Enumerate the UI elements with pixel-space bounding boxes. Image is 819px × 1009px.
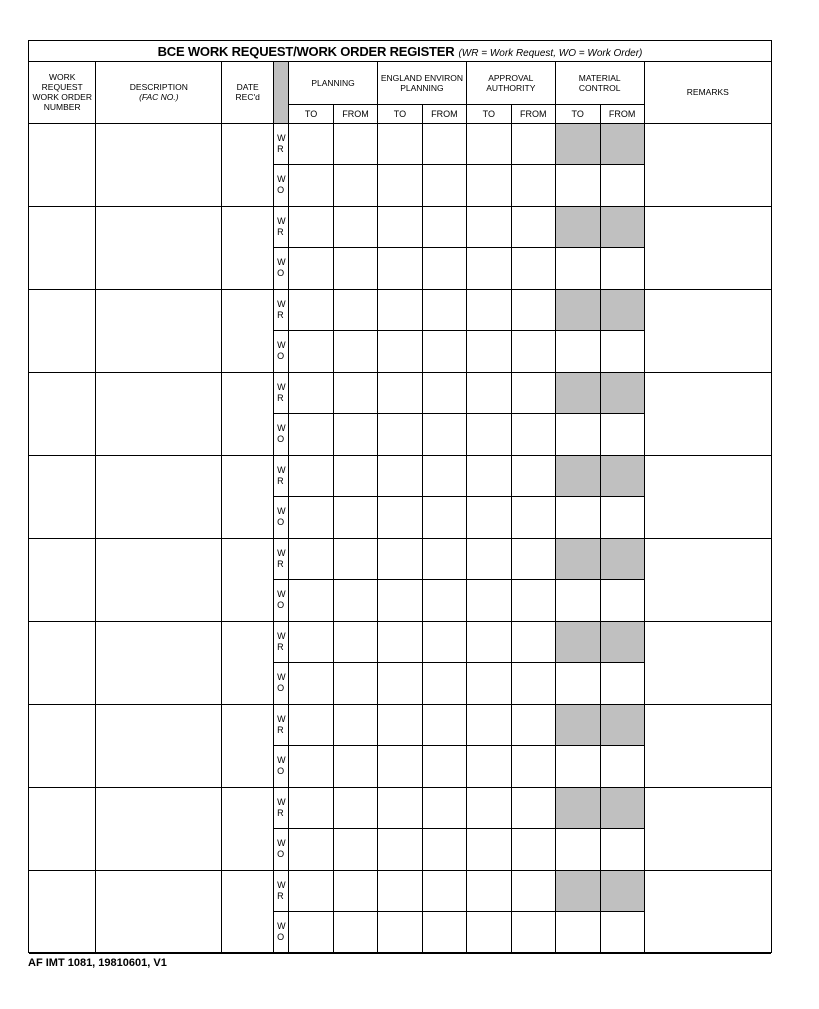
wo-approval-to-field[interactable] <box>466 414 511 456</box>
wr-material-from-field <box>600 123 644 165</box>
wo-environ-from-field[interactable] <box>422 497 466 539</box>
wo-material-to-field[interactable] <box>555 331 600 373</box>
number-field[interactable] <box>29 372 96 455</box>
wr-approval-to-field[interactable] <box>466 289 511 331</box>
wo-environ-from-field[interactable] <box>422 414 466 456</box>
material-from-header: FROM <box>600 104 644 123</box>
remarks-field[interactable] <box>644 455 771 538</box>
wr-environ-to-field[interactable] <box>378 787 423 829</box>
wo-environ-to-field[interactable] <box>378 165 423 207</box>
wr-approval-from-field[interactable] <box>511 704 555 746</box>
description-field[interactable] <box>96 455 222 538</box>
wo-material-to-field[interactable] <box>555 580 600 622</box>
description-field[interactable] <box>96 704 222 787</box>
wo-planning-to-field[interactable] <box>289 414 334 456</box>
description-field[interactable] <box>96 372 222 455</box>
wr-planning-to-field[interactable] <box>289 289 334 331</box>
wr-environ-from-field[interactable] <box>422 123 466 165</box>
table-row <box>29 870 771 912</box>
wo-code-label: W O <box>274 331 289 373</box>
wr-planning-to-field[interactable] <box>289 870 334 912</box>
wo-planning-to-field[interactable] <box>289 580 334 622</box>
wr-planning-from-field[interactable] <box>334 289 378 331</box>
wo-environ-to-field[interactable] <box>378 331 423 373</box>
wo-approval-to-field[interactable] <box>466 746 511 788</box>
wo-planning-from-field[interactable] <box>334 497 378 539</box>
number-field[interactable] <box>29 289 96 372</box>
table-row <box>29 455 771 497</box>
wo-material-from-field[interactable] <box>600 248 644 290</box>
wr-environ-to-field[interactable] <box>378 372 423 414</box>
material-to-header: TO <box>555 104 600 123</box>
wo-material-from-field[interactable] <box>600 497 644 539</box>
wr-environ-to-field[interactable] <box>378 289 423 331</box>
work-order-register-form <box>28 40 772 953</box>
wo-material-from-field[interactable] <box>600 746 644 788</box>
wr-approval-from-field[interactable] <box>511 787 555 829</box>
wo-environ-from-field[interactable] <box>422 746 466 788</box>
wr-approval-from-field[interactable] <box>511 372 555 414</box>
description-field[interactable] <box>96 289 222 372</box>
wr-environ-from-field[interactable] <box>422 455 466 497</box>
wr-environ-from-field[interactable] <box>422 704 466 746</box>
wr-material-from-field <box>600 455 644 497</box>
wo-environ-to-field[interactable] <box>378 497 423 539</box>
wr-material-from-field <box>600 621 644 663</box>
wr-code-label: W R <box>274 455 289 497</box>
wo-approval-to-field[interactable] <box>466 912 511 954</box>
wo-material-to-field[interactable] <box>555 912 600 954</box>
number-field[interactable] <box>29 704 96 787</box>
date-received-field[interactable] <box>222 206 274 289</box>
wo-code-label: W O <box>274 912 289 954</box>
approval-authority-group-header: APPROVAL AUTHORITY <box>466 62 555 104</box>
wr-approval-to-field[interactable] <box>466 372 511 414</box>
remarks-field[interactable] <box>644 621 771 704</box>
wr-environ-to-field[interactable] <box>378 704 423 746</box>
wo-code-label: W O <box>274 497 289 539</box>
date-received-field[interactable] <box>222 372 274 455</box>
wo-environ-to-field[interactable] <box>378 912 423 954</box>
form-title: BCE WORK REQUEST/WORK ORDER REGISTER <box>157 44 455 59</box>
wr-material-from-field <box>600 787 644 829</box>
description-column-header: DESCRIPTION (FAC NO.) <box>96 62 222 123</box>
planning-from-header: FROM <box>334 104 378 123</box>
wr-approval-to-field[interactable] <box>466 206 511 248</box>
description-field[interactable] <box>96 787 222 870</box>
wr-code-label: W R <box>274 538 289 580</box>
wo-environ-to-field[interactable] <box>378 248 423 290</box>
description-field[interactable] <box>96 206 222 289</box>
description-field[interactable] <box>96 123 222 206</box>
table-row <box>29 787 771 829</box>
wr-environ-from-field[interactable] <box>422 372 466 414</box>
wr-environ-to-field[interactable] <box>378 455 423 497</box>
wo-planning-from-field[interactable] <box>334 746 378 788</box>
date-received-field[interactable] <box>222 538 274 621</box>
wo-code-label: W O <box>274 414 289 456</box>
wr-material-from-field <box>600 372 644 414</box>
wr-code-label: W R <box>274 372 289 414</box>
wr-code-label: W R <box>274 787 289 829</box>
date-received-field[interactable] <box>222 123 274 206</box>
number-field[interactable] <box>29 870 96 953</box>
wo-material-from-field[interactable] <box>600 912 644 954</box>
wo-material-from-field[interactable] <box>600 165 644 207</box>
wo-planning-from-field[interactable] <box>334 912 378 954</box>
wr-planning-from-field[interactable] <box>334 455 378 497</box>
wr-planning-from-field[interactable] <box>334 123 378 165</box>
approval-to-header: TO <box>466 104 511 123</box>
wr-planning-from-field[interactable] <box>334 787 378 829</box>
wo-approval-from-field[interactable] <box>511 497 555 539</box>
wo-approval-from-field[interactable] <box>511 414 555 456</box>
wr-code-label: W R <box>274 289 289 331</box>
remarks-field[interactable] <box>644 538 771 621</box>
date-received-field[interactable] <box>222 289 274 372</box>
wr-material-to-field <box>555 538 600 580</box>
wo-approval-to-field[interactable] <box>466 248 511 290</box>
wr-code-label: W R <box>274 621 289 663</box>
wr-approval-from-field[interactable] <box>511 289 555 331</box>
wr-approval-from-field[interactable] <box>511 621 555 663</box>
register-table <box>29 62 771 954</box>
wr-environ-from-field[interactable] <box>422 289 466 331</box>
wo-approval-to-field[interactable] <box>466 331 511 373</box>
wo-approval-to-field[interactable] <box>466 165 511 207</box>
wo-material-from-field[interactable] <box>600 414 644 456</box>
wo-material-to-field[interactable] <box>555 165 600 207</box>
wr-code-label: W R <box>274 123 289 165</box>
number-field[interactable] <box>29 538 96 621</box>
remarks-field[interactable] <box>644 787 771 870</box>
remarks-field[interactable] <box>644 206 771 289</box>
wr-material-to-field <box>555 206 600 248</box>
wr-environ-to-field[interactable] <box>378 870 423 912</box>
form-title-note: (WR = Work Request, WO = Work Order) <box>458 48 643 59</box>
wo-planning-to-field[interactable] <box>289 663 334 705</box>
wo-approval-from-field[interactable] <box>511 165 555 207</box>
wr-planning-to-field[interactable] <box>289 206 334 248</box>
wr-approval-from-field[interactable] <box>511 870 555 912</box>
header-row <box>29 62 771 104</box>
wo-approval-to-field[interactable] <box>466 580 511 622</box>
wr-material-from-field <box>600 538 644 580</box>
wo-planning-from-field[interactable] <box>334 663 378 705</box>
wr-environ-from-field[interactable] <box>422 870 466 912</box>
wo-environ-from-field[interactable] <box>422 580 466 622</box>
wo-environ-to-field[interactable] <box>378 414 423 456</box>
date-received-column-header: DATE REC'd <box>222 62 274 123</box>
wo-approval-from-field[interactable] <box>511 746 555 788</box>
wo-planning-from-field[interactable] <box>334 414 378 456</box>
wo-code-label: W O <box>274 580 289 622</box>
remarks-field[interactable] <box>644 123 771 206</box>
wr-material-from-field <box>600 870 644 912</box>
wo-planning-to-field[interactable] <box>289 829 334 871</box>
wo-environ-from-field[interactable] <box>422 331 466 373</box>
wr-material-from-field <box>600 704 644 746</box>
planning-group-header: PLANNING <box>289 62 378 104</box>
wr-planning-from-field[interactable] <box>334 870 378 912</box>
wo-planning-from-field[interactable] <box>334 829 378 871</box>
wo-approval-from-field[interactable] <box>511 331 555 373</box>
wo-code-label: W O <box>274 165 289 207</box>
wr-environ-to-field[interactable] <box>378 123 423 165</box>
wo-material-to-field[interactable] <box>555 414 600 456</box>
wo-approval-from-field[interactable] <box>511 580 555 622</box>
remarks-field[interactable] <box>644 870 771 953</box>
date-received-field[interactable] <box>222 870 274 953</box>
wr-material-from-field <box>600 289 644 331</box>
wo-environ-from-field[interactable] <box>422 248 466 290</box>
wo-planning-to-field[interactable] <box>289 331 334 373</box>
wr-planning-to-field[interactable] <box>289 787 334 829</box>
wo-planning-to-field[interactable] <box>289 912 334 954</box>
wo-material-to-field[interactable] <box>555 663 600 705</box>
wr-approval-to-field[interactable] <box>466 870 511 912</box>
wr-approval-to-field[interactable] <box>466 455 511 497</box>
remarks-field[interactable] <box>644 289 771 372</box>
wo-environ-from-field[interactable] <box>422 912 466 954</box>
wo-environ-to-field[interactable] <box>378 663 423 705</box>
table-row <box>29 538 771 580</box>
date-received-field[interactable] <box>222 455 274 538</box>
wo-material-from-field[interactable] <box>600 663 644 705</box>
wo-environ-to-field[interactable] <box>378 746 423 788</box>
wr-planning-from-field[interactable] <box>334 704 378 746</box>
wo-planning-to-field[interactable] <box>289 497 334 539</box>
date-received-field[interactable] <box>222 787 274 870</box>
wo-environ-to-field[interactable] <box>378 580 423 622</box>
wo-planning-from-field[interactable] <box>334 580 378 622</box>
material-control-group-header: MATERIAL CONTROL <box>555 62 644 104</box>
wo-environ-from-field[interactable] <box>422 165 466 207</box>
wo-planning-to-field[interactable] <box>289 165 334 207</box>
wo-material-from-field[interactable] <box>600 331 644 373</box>
description-field[interactable] <box>96 621 222 704</box>
wr-approval-from-field[interactable] <box>511 123 555 165</box>
remarks-column-header: REMARKS <box>644 62 771 123</box>
wr-approval-to-field[interactable] <box>466 123 511 165</box>
wo-code-label: W O <box>274 829 289 871</box>
number-field[interactable] <box>29 123 96 206</box>
table-row <box>29 206 771 248</box>
wo-material-from-field[interactable] <box>600 580 644 622</box>
wo-code-label: W O <box>274 248 289 290</box>
wo-approval-from-field[interactable] <box>511 829 555 871</box>
wr-approval-from-field[interactable] <box>511 206 555 248</box>
wr-planning-from-field[interactable] <box>334 538 378 580</box>
wr-approval-to-field[interactable] <box>466 704 511 746</box>
wr-environ-to-field[interactable] <box>378 621 423 663</box>
wr-environ-to-field[interactable] <box>378 206 423 248</box>
wr-approval-from-field[interactable] <box>511 455 555 497</box>
wo-environ-from-field[interactable] <box>422 829 466 871</box>
wo-approval-from-field[interactable] <box>511 663 555 705</box>
number-field[interactable] <box>29 787 96 870</box>
wr-approval-from-field[interactable] <box>511 538 555 580</box>
wr-material-to-field <box>555 704 600 746</box>
wr-planning-to-field[interactable] <box>289 455 334 497</box>
register-entries <box>29 123 771 953</box>
number-field[interactable] <box>29 206 96 289</box>
wr-planning-to-field[interactable] <box>289 704 334 746</box>
wr-material-to-field <box>555 372 600 414</box>
wo-approval-to-field[interactable] <box>466 497 511 539</box>
wr-material-to-field <box>555 123 600 165</box>
wr-material-to-field <box>555 787 600 829</box>
environ-to-header: TO <box>378 104 423 123</box>
date-received-field[interactable] <box>222 704 274 787</box>
date-received-field[interactable] <box>222 621 274 704</box>
wr-material-to-field <box>555 621 600 663</box>
wo-planning-to-field[interactable] <box>289 248 334 290</box>
wo-approval-from-field[interactable] <box>511 912 555 954</box>
wr-code-label: W R <box>274 870 289 912</box>
wo-planning-from-field[interactable] <box>334 331 378 373</box>
table-row <box>29 289 771 331</box>
wr-material-to-field <box>555 289 600 331</box>
wo-material-to-field[interactable] <box>555 829 600 871</box>
remarks-field[interactable] <box>644 704 771 787</box>
wo-material-from-field[interactable] <box>600 829 644 871</box>
wo-approval-to-field[interactable] <box>466 663 511 705</box>
table-row <box>29 123 771 165</box>
wo-environ-from-field[interactable] <box>422 663 466 705</box>
number-field[interactable] <box>29 621 96 704</box>
wo-planning-to-field[interactable] <box>289 746 334 788</box>
wo-code-label: W O <box>274 746 289 788</box>
wr-planning-from-field[interactable] <box>334 621 378 663</box>
wo-material-to-field[interactable] <box>555 497 600 539</box>
wr-environ-to-field[interactable] <box>378 538 423 580</box>
table-row <box>29 621 771 663</box>
wr-environ-from-field[interactable] <box>422 787 466 829</box>
table-row <box>29 372 771 414</box>
number-column-header: WORK REQUEST WORK ORDER NUMBER <box>29 62 96 123</box>
approval-from-header: FROM <box>511 104 555 123</box>
wo-planning-from-field[interactable] <box>334 248 378 290</box>
wr-environ-from-field[interactable] <box>422 621 466 663</box>
form-title-bar <box>29 41 771 62</box>
wr-environ-from-field[interactable] <box>422 206 466 248</box>
england-environ-planning-group-header: ENGLAND ENVIRON PLANNING <box>378 62 467 104</box>
wr-material-to-field <box>555 870 600 912</box>
wr-environ-from-field[interactable] <box>422 538 466 580</box>
wr-planning-from-field[interactable] <box>334 372 378 414</box>
wo-environ-to-field[interactable] <box>378 829 423 871</box>
wr-planning-to-field[interactable] <box>289 123 334 165</box>
wr-code-label: W R <box>274 704 289 746</box>
wo-approval-to-field[interactable] <box>466 829 511 871</box>
number-field[interactable] <box>29 455 96 538</box>
wr-code-label: W R <box>274 206 289 248</box>
wr-planning-from-field[interactable] <box>334 206 378 248</box>
wr-approval-to-field[interactable] <box>466 621 511 663</box>
wr-approval-to-field[interactable] <box>466 538 511 580</box>
wo-planning-from-field[interactable] <box>334 165 378 207</box>
wr-material-to-field <box>555 455 600 497</box>
remarks-field[interactable] <box>644 372 771 455</box>
description-field[interactable] <box>96 538 222 621</box>
wo-code-label: W O <box>274 663 289 705</box>
code-column-header <box>274 62 289 123</box>
wr-material-from-field <box>600 206 644 248</box>
wo-approval-from-field[interactable] <box>511 248 555 290</box>
environ-from-header: FROM <box>422 104 466 123</box>
wo-material-to-field[interactable] <box>555 746 600 788</box>
planning-to-header: TO <box>289 104 334 123</box>
wr-planning-to-field[interactable] <box>289 372 334 414</box>
table-row <box>29 704 771 746</box>
wr-planning-to-field[interactable] <box>289 621 334 663</box>
form-number: AF IMT 1081, 19810601, V1 <box>28 957 167 969</box>
wr-approval-to-field[interactable] <box>466 787 511 829</box>
wr-planning-to-field[interactable] <box>289 538 334 580</box>
wo-material-to-field[interactable] <box>555 248 600 290</box>
description-field[interactable] <box>96 870 222 953</box>
